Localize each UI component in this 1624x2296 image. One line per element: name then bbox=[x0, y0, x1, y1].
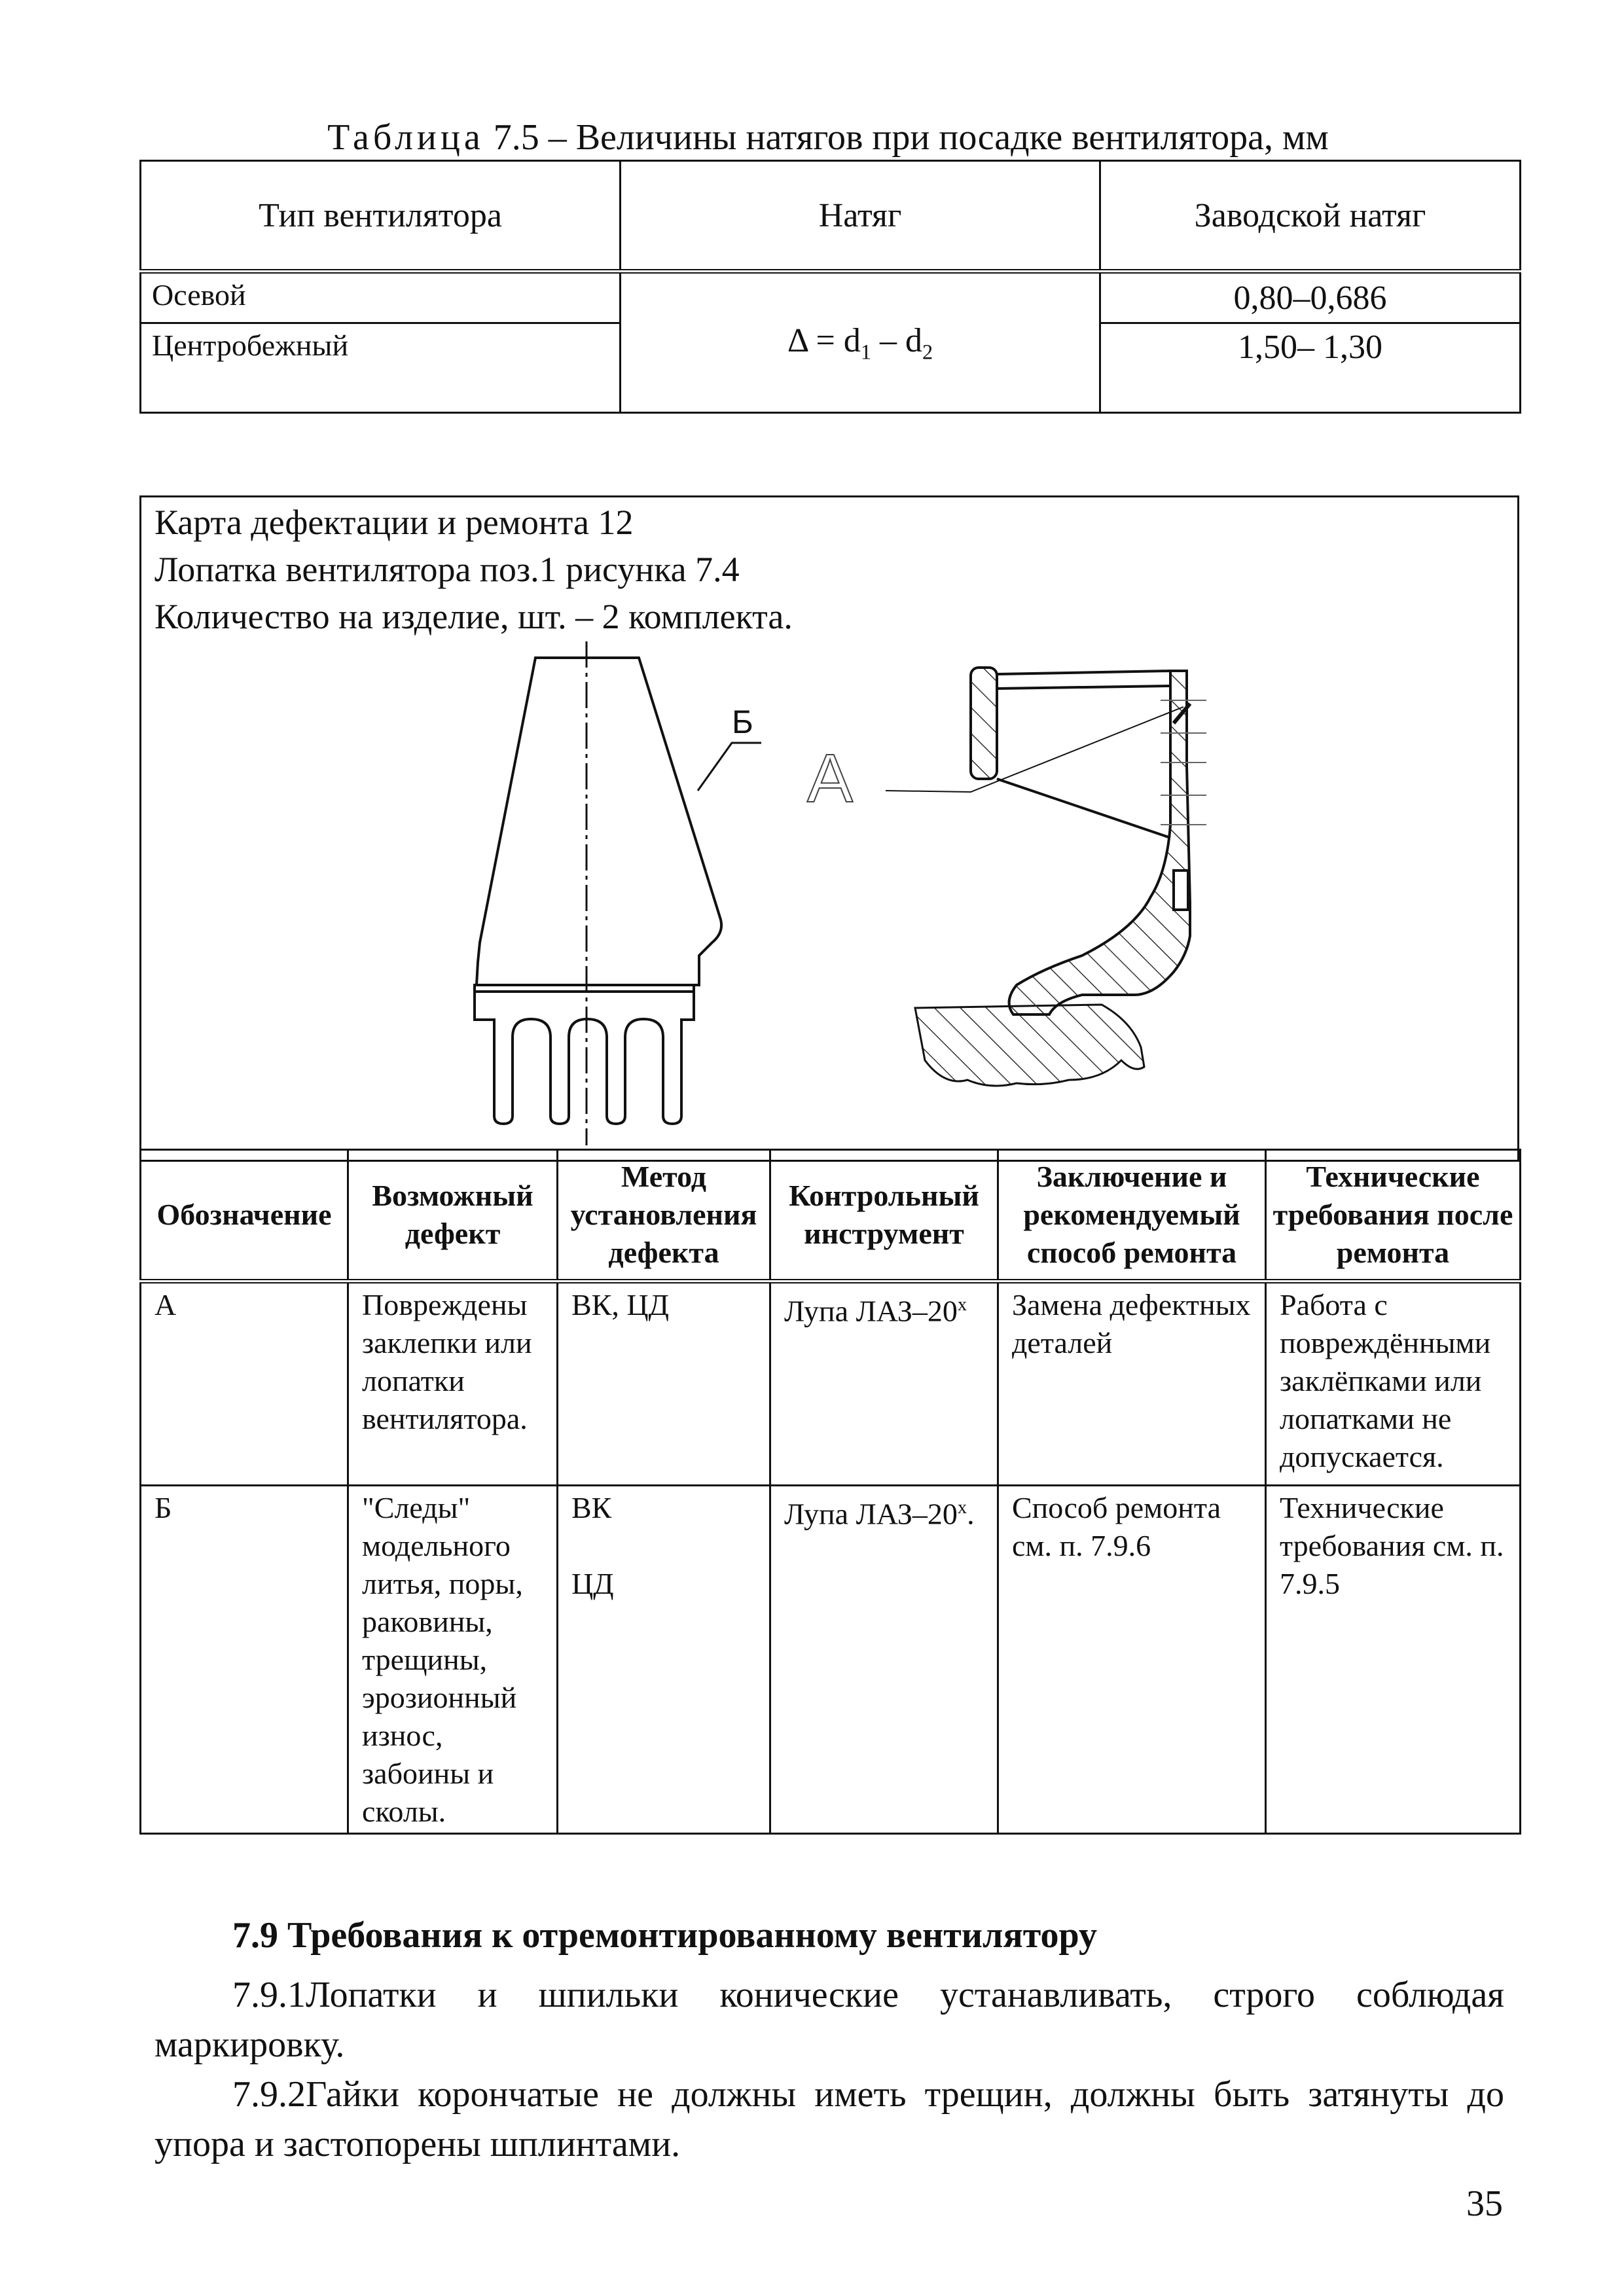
header-defect: Возможный дефект bbox=[348, 1150, 558, 1282]
fan-blade-drawing bbox=[139, 628, 1519, 1152]
table-caption bbox=[137, 117, 1519, 158]
interference-table bbox=[139, 160, 1521, 414]
card-quantity: Количество на изделие, шт. – 2 комплекта. bbox=[154, 597, 793, 636]
table-row bbox=[141, 1282, 1521, 1486]
section-heading: 7.9 Требования к отремонтированному вентилятору bbox=[232, 1915, 1097, 1956]
cell-tool: Лупа ЛАЗ–$20^х$. bbox=[770, 1486, 998, 1834]
header-designation: Обозначение bbox=[141, 1150, 348, 1282]
cell-defect: Повреждены заклепки или лопатки вентилятора. bbox=[348, 1282, 558, 1486]
header-fan-type: Тип вентилятора bbox=[141, 161, 621, 272]
paragraph-7-9-2: 7.9.2Гайки корончатые не должны иметь трещин, должны быть затянуты до упора и застопорены шплинтами. bbox=[154, 2074, 1504, 2164]
header-tool: Контрольный инструмент bbox=[770, 1150, 998, 1282]
hub-section bbox=[915, 1005, 1144, 1086]
header-requirements: Технические требования после ремонта bbox=[1266, 1150, 1521, 1282]
label-a: А bbox=[807, 740, 854, 817]
defect-card-header bbox=[154, 499, 793, 640]
table-caption-prefix: Таблица bbox=[327, 117, 484, 158]
blade-outline bbox=[477, 658, 721, 985]
row-factory-centrifugal: 1,50– 1,30 bbox=[1100, 323, 1521, 413]
cell-repair: Замена дефектных деталей bbox=[998, 1282, 1266, 1486]
blade-platform bbox=[475, 985, 694, 992]
paragraph-7-9-1: 7.9.1Лопатки и шпильки конические устанавливать, строго соблюдая маркировку. bbox=[154, 1975, 1504, 2065]
blade-root-fingers bbox=[475, 992, 694, 1124]
row-factory-axial: 0,80–0,686 bbox=[1100, 272, 1521, 323]
table-row bbox=[141, 1486, 1521, 1834]
cell-method: ВК ЦД bbox=[558, 1486, 770, 1834]
row-type-axial: Осевой bbox=[141, 272, 621, 323]
header-interference: Натяг bbox=[621, 161, 1100, 272]
cell-method: ВК, ЦД bbox=[558, 1282, 770, 1486]
cell-defect: "Следы" модельного литья, поры, раковины, трещины, эрозионный износ, забоины и сколы. bbox=[348, 1486, 558, 1834]
cell-tool: Лупа ЛАЗ–$20^х$ bbox=[770, 1282, 998, 1486]
label-b: Б bbox=[732, 704, 753, 740]
header-repair: Заключение и рекомендуемый способ ремонта bbox=[998, 1150, 1266, 1282]
cell-requirements: Технические требования см. п. 7.9.5 bbox=[1266, 1486, 1521, 1834]
card-title: Карта дефектации и ремонта 12 bbox=[154, 503, 634, 542]
rim-section bbox=[1009, 671, 1190, 1014]
cell-code: Б bbox=[141, 1486, 348, 1834]
cell-requirements: Работа с повреждёнными заклёпками или лопатками не допускается. bbox=[1266, 1282, 1521, 1486]
header-factory-interference: Заводской натяг bbox=[1100, 161, 1521, 272]
card-part: Лопатка вентилятора поз.1 рисунка 7.4 bbox=[154, 550, 740, 589]
header-method: Метод установления дефекта bbox=[558, 1150, 770, 1282]
defect-table bbox=[139, 1149, 1521, 1835]
interference-formula: $\Delta = d_1 - d_2$ bbox=[621, 272, 1100, 413]
table-caption-text: 7.5 – Величины натягов при посадке вентилятора, мм bbox=[493, 117, 1329, 158]
cell-code: А bbox=[141, 1282, 348, 1486]
cell-repair: Способ ремонта см. п. 7.9.6 bbox=[998, 1486, 1266, 1834]
page-number: 35 bbox=[1466, 2183, 1503, 2224]
row-type-centrifugal: Центробежный bbox=[141, 323, 621, 413]
